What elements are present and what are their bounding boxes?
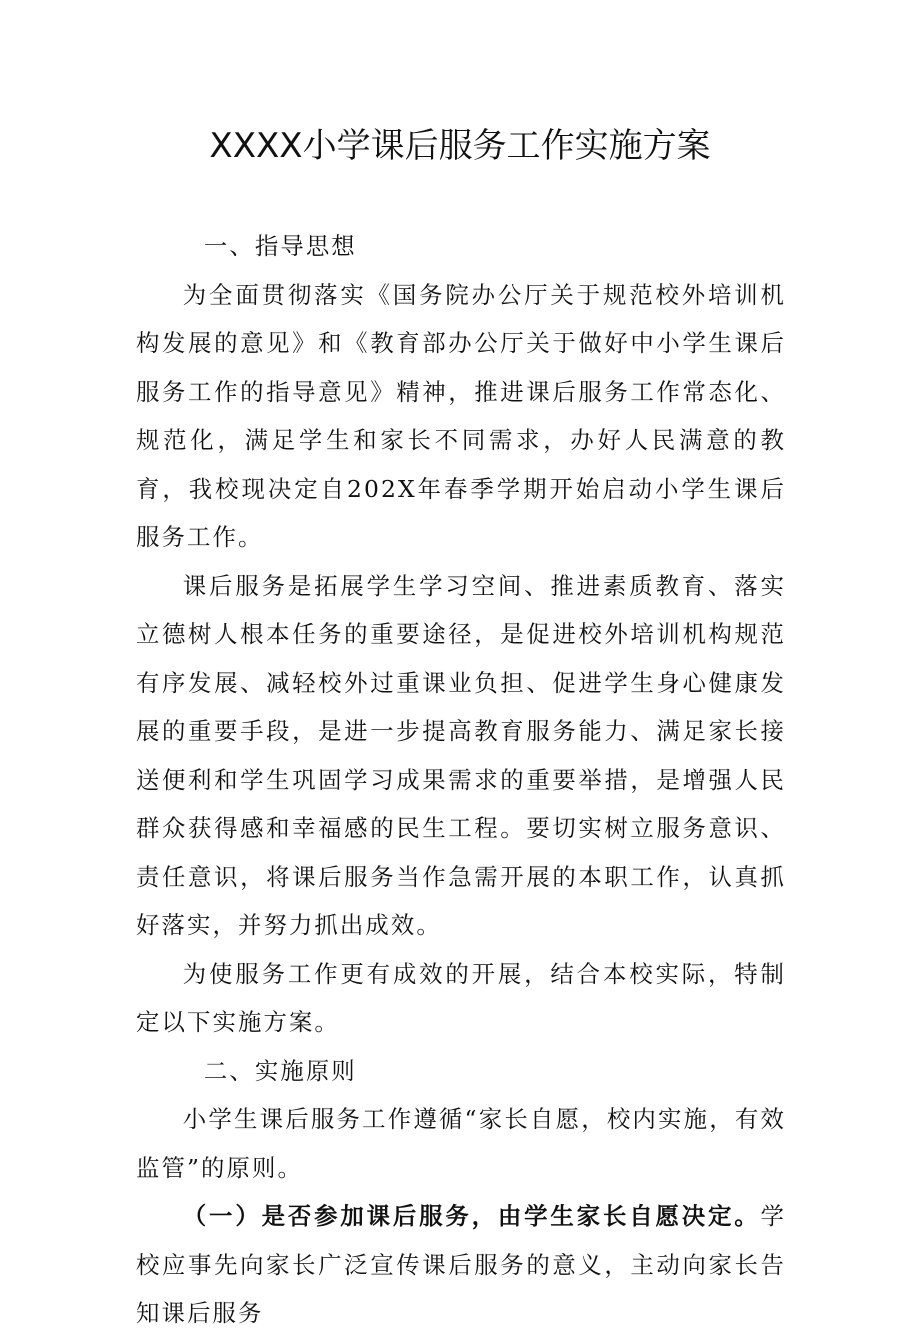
paragraph: 为使服务工作更有成效的开展，结合本校实际，特制定以下实施方案。 [136,959,786,1036]
paragraph: 小学生课后服务工作遵循“家长自愿，校内实施，有效监管”的原则。 [136,1105,786,1182]
document-body [136,222,786,1338]
section-heading-principles: 二、实施原则 [203,1056,357,1085]
paragraph-item-1 [136,1192,786,1338]
item-1-text: 学校应事先向家长广泛宣传课后服务的意义，主动向家长告知课后服务 [136,1202,786,1327]
section-heading-guiding-ideology: 一、指导思想 [203,232,357,260]
document-title: XXXX小学课后服务工作实施方案 [209,126,711,166]
paragraph: 为全面贯彻落实《国务院办公厅关于规范校外培训机构发展的意见》和《教育部办公厅关于做好中小学生课后服务工作的指导意见》精神，推进课后服务工作常态化、规范化，满足学生和家长不同需求，办好人民满意的教育，我校现决定自202X年春季学期开始启动小学生课后服务工作。 [136,280,786,551]
item-1-bold-text: （一）是否参加课后服务，由学生家长自愿决定。 [182,1202,761,1230]
paragraph: 课后服务是拓展学生学习空间、推进素质教育、落实立德树人根本任务的重要途径，是促进校外培训机构规范有序发展、减轻校外过重课业负担、促进学生身心健康发展的重要手段，是进一步提高教育服务能力、满足家长接送便利和学生巩固学习成果需求的重要举措，是增强人民群众获得感和幸福感的民生工程。要切实树立服务意识、责任意识，将课后服务当作急需开展的本职工作，认真抓好落实，并努力抓出成效。 [136,571,786,939]
